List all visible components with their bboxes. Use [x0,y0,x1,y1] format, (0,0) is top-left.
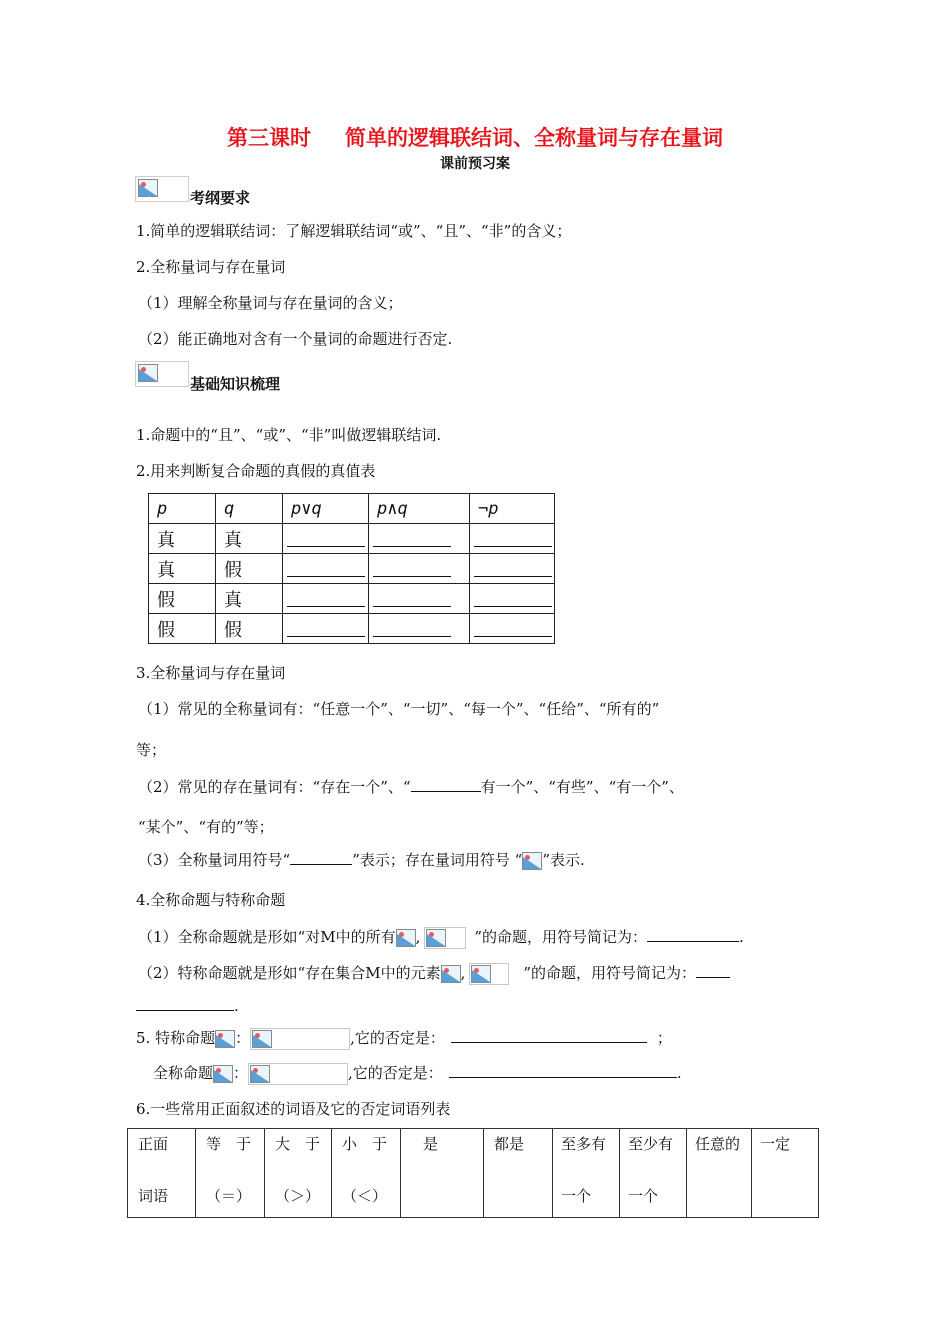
image-placeholder [469,963,509,985]
broken-image-icon [522,852,542,870]
table-cell: 假 [149,614,216,644]
table-row [149,584,555,614]
table-header-cell: q [216,494,283,524]
text-line: （1）全称命题就是形如“对M中的所有 , ”的命题，用符号简记为： . [138,926,744,949]
answer-blank[interactable] [369,524,470,554]
table-cell: 真 [216,584,283,614]
answer-blank[interactable] [696,963,730,978]
answer-blank[interactable] [136,996,234,1011]
table-cell: 假 [149,584,216,614]
broken-image-icon [138,364,158,382]
table-header-cell: p [149,494,216,524]
text-line: （3）全称量词用符号“ ”表示；存在量词用符号 “ ”表示. [138,851,585,869]
text-line: 等； [136,741,167,759]
page-subtitle: 课前预习案 [440,156,510,172]
answer-blank[interactable] [283,524,369,554]
answer-blank[interactable] [470,614,555,644]
page-title: 第三课时 简单的逻辑联结词、全称量词与存在量词 [227,125,723,150]
table-row [149,554,555,584]
answer-blank[interactable] [470,554,555,584]
table-row [149,524,555,554]
answer-blank[interactable] [283,614,369,644]
broken-image-icon [396,929,416,947]
answer-blank[interactable] [647,927,739,942]
table-cell: 是 [401,1129,484,1218]
answer-blank[interactable] [449,1063,677,1078]
table-cell: 至少有 一个 [620,1129,687,1218]
text-line: . [136,996,239,1015]
table-cell: 真 [216,524,283,554]
text-line: （1）理解全称量词与存在量词的含义； [138,294,403,312]
text-line: 3.全称量词与存在量词 [136,664,286,682]
broken-image-icon [252,1030,272,1048]
answer-blank[interactable] [369,554,470,584]
table-cell: 小 于 （＜） [332,1129,401,1218]
table-row [149,614,555,644]
table-cell: 等 于 （＝） [196,1129,265,1218]
table-header-cell: p∧q [369,494,470,524]
text-line: 1.命题中的“且”、“或”、“非”叫做逻辑联结词. [136,426,442,444]
text-line: （2）常见的存在量词有：“存在一个”、“ 有一个”、“有些”、“有一个”、 [138,778,684,796]
text-line: 4.全称命题与特称命题 [136,891,286,909]
broken-image-icon [250,1065,270,1083]
text-line: 6.一些常用正面叙述的词语及它的否定词语列表 [136,1100,451,1118]
table-row [128,1129,819,1218]
table-cell: 都是 [484,1129,553,1218]
negation-table [127,1128,819,1218]
broken-image-icon [215,1030,235,1048]
text-line: （2）能正确地对含有一个量词的命题进行否定. [138,330,453,348]
text-line: （1）常见的全称量词有：“任意一个”、“一切”、“每一个”、“任给”、“所有的” [138,700,660,718]
broken-image-icon [441,965,461,983]
truth-table [148,493,555,644]
answer-blank[interactable] [283,584,369,614]
section-image-placeholder [135,361,189,387]
image-placeholder [248,1063,348,1085]
section-heading: 基础知识梳理 [190,375,281,393]
text-line: 1.简单的逻辑联结词：了解逻辑联结词“或”、“且”、“非”的含义； [136,222,572,240]
table-cell: 假 [216,554,283,584]
table-cell: 正面 词语 [128,1129,196,1218]
table-cell: 一定 [752,1129,819,1218]
text-line: （2）特称命题就是形如“存在集合M中的元素 , ”的命题，用符号简记为： [138,962,730,985]
text-line: 2.用来判断复合命题的真假的真值表 [136,462,376,480]
table-header-row [149,494,555,524]
table-cell: 真 [149,554,216,584]
table-cell: 任意的 [687,1129,752,1218]
table-cell: 真 [149,524,216,554]
text-line: “某个”、“有的”等； [138,818,274,836]
broken-image-icon [213,1065,233,1083]
answer-blank[interactable] [283,554,369,584]
broken-image-icon [426,929,446,947]
image-placeholder [424,927,466,949]
answer-blank[interactable] [470,584,555,614]
answer-blank[interactable] [470,524,555,554]
answer-blank[interactable] [411,777,481,792]
table-cell: 大 于 （＞） [265,1129,332,1218]
section-heading: 考纲要求 [190,189,251,207]
answer-blank[interactable] [451,1028,647,1043]
broken-image-icon [138,179,158,197]
table-header-cell: ¬p [470,494,555,524]
table-cell: 假 [216,614,283,644]
section-image-placeholder [135,176,189,202]
answer-blank[interactable] [369,614,470,644]
text-line: 全称命题 ： ,它的否定是： . [153,1062,682,1085]
text-line: 2.全称量词与存在量词 [136,258,286,276]
image-placeholder [250,1028,350,1050]
table-cell: 至多有 一个 [553,1129,620,1218]
text-line: 5. 特称命题 ： ,它的否定是： ； [136,1027,672,1050]
answer-blank[interactable] [369,584,470,614]
answer-blank[interactable] [290,850,352,865]
table-header-cell: p∨q [283,494,369,524]
broken-image-icon [471,965,491,983]
